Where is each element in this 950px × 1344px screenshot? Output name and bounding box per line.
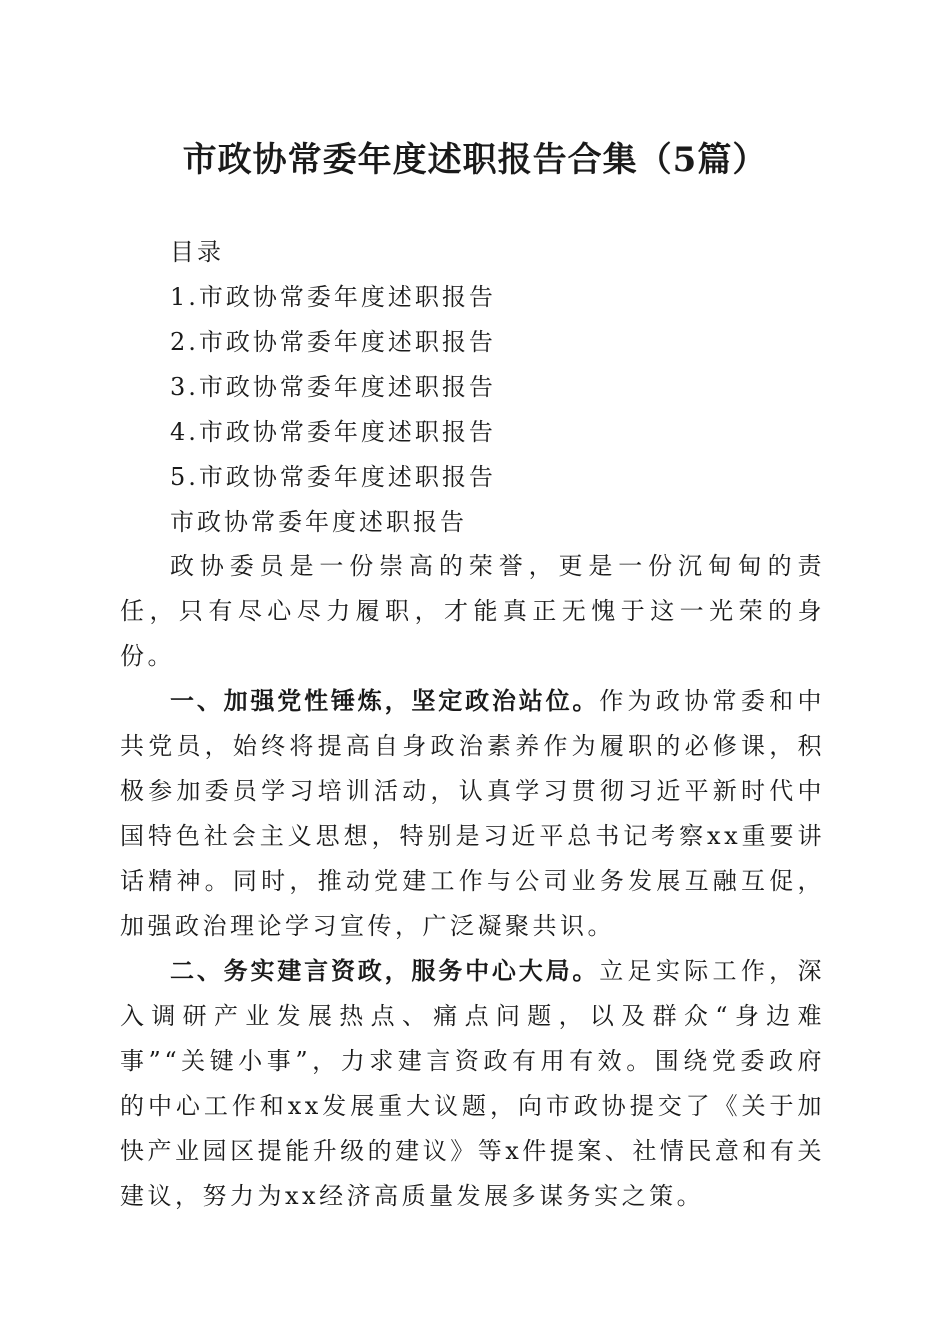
section-paragraph (120, 679, 825, 949)
toc-item: 4.市政协常委年度述职报告 (170, 418, 496, 446)
section-paragraph (120, 949, 825, 1219)
intro-paragraph: 政协委员是一份崇高的荣誉，更是一份沉甸甸的责任，只有尽心尽力履职，才能真正无愧于这一光荣的身份。 (120, 552, 825, 670)
section-heading: 一、加强党性锤炼，坚定政治站位。 (170, 687, 600, 715)
toc-item: 2.市政协常委年度述职报告 (170, 328, 496, 356)
toc-heading: 目录 (170, 238, 224, 266)
section-text: 立足实际工作，深入调研产业发展热点、痛点问题，以及群众“身边难事”“关键小事”，力求建言资政有用有效。围绕党委政府的中心工作和xx发展重大议题，向市政协提交了《关于加快产业园区提能升级的建议》等x件提案、社情民意和有关建议，努力为xx经济高质量发展多谋务实之策。 (120, 957, 826, 1210)
section-text: 作为政协常委和中共党员，始终将提高自身政治素养作为履职的必修课，积极参加委员学习培训活动，认真学习贯彻习近平新时代中国特色社会主义思想，特别是习近平总书记考察xx重要讲话精神。同时，推动党建工作与公司业务发展互融互促，加强政治理论学习宣传，广泛凝聚共识。 (120, 687, 826, 940)
table-of-contents (170, 230, 830, 545)
section-heading: 二、务实建言资政，服务中心大局。 (170, 957, 600, 985)
toc-item: 1.市政协常委年度述职报告 (170, 283, 496, 311)
toc-item: 5.市政协常委年度述职报告 (170, 463, 496, 491)
article-body (120, 544, 825, 1219)
article-title: 市政协常委年度述职报告 (170, 508, 467, 536)
toc-item: 3.市政协常委年度述职报告 (170, 373, 496, 401)
document-title: 市政协常委年度述职报告合集（5篇） (182, 140, 768, 180)
